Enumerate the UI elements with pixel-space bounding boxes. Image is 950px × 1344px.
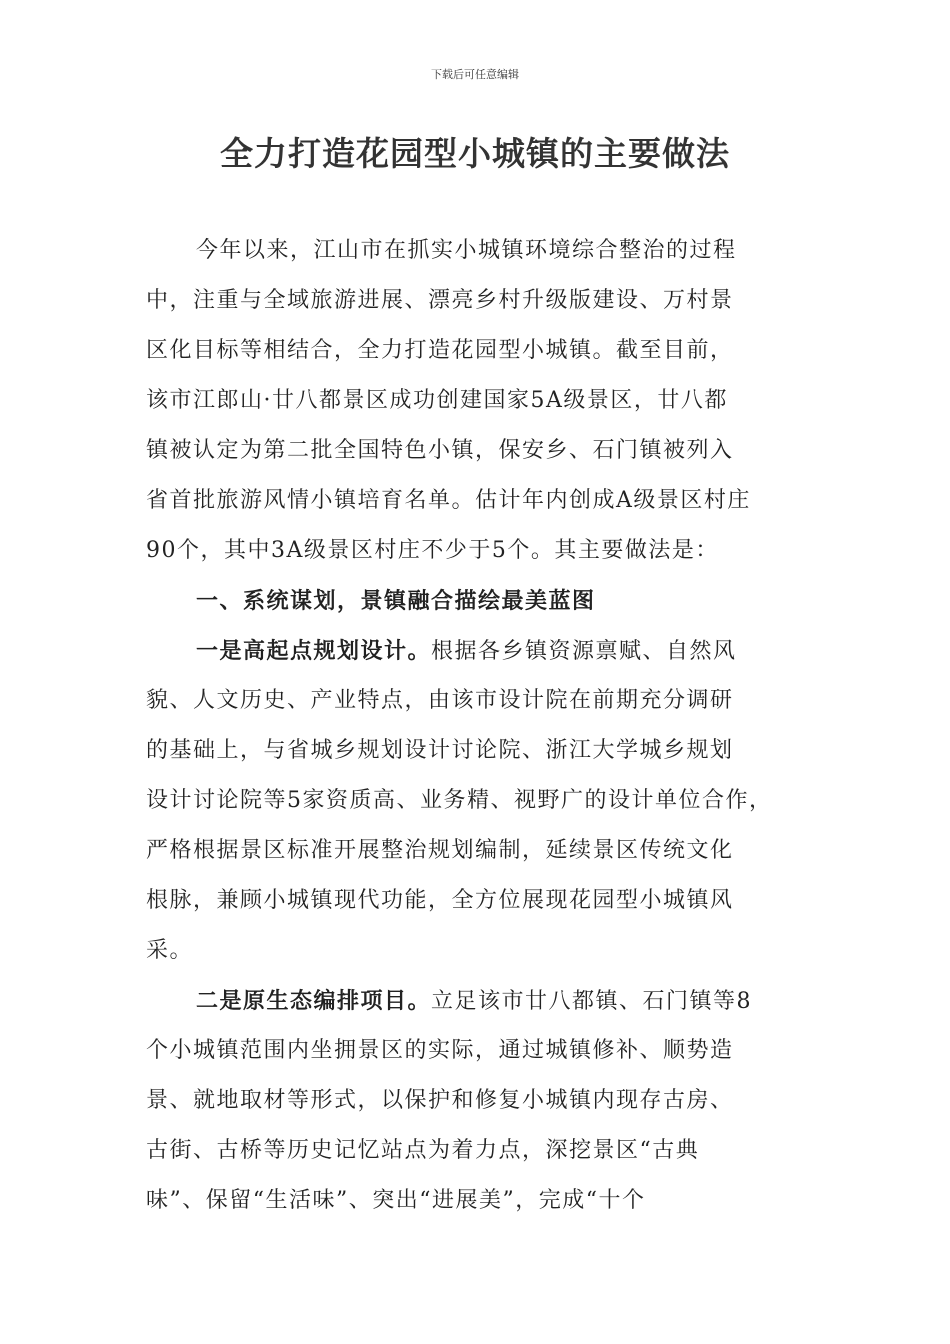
intro-line: 中，注重与全域旅游进展、漂亮乡村升级版建设、万村景	[146, 288, 734, 313]
point1-lead: 一是高起点规划设计。	[196, 638, 432, 664]
intro-line: 省首批旅游风情小镇培育名单。估计年内创成A级景区村庄	[146, 488, 751, 513]
point1-line: 根脉，兼顾小城镇现代功能，全方位展现花园型小城镇风	[146, 888, 734, 913]
document-title: 全力打造花园型小城镇的主要做法	[220, 134, 730, 173]
point1-line: 的基础上，与省城乡规划设计讨论院、浙江大学城乡规划	[146, 738, 734, 763]
point2-lead: 二是原生态编排项目。	[196, 988, 432, 1014]
point2-line: 古街、古桥等历史记忆站点为着力点，深挖景区“古典	[146, 1138, 700, 1163]
point1-line: 设计讨论院等5家资质高、业务精、视野广的设计单位合作，	[146, 788, 773, 813]
point1-first-line	[196, 636, 737, 667]
point2-first-line	[196, 986, 752, 1017]
point2-line: 个小城镇范围内坐拥景区的实际，通过城镇修补、顺势造	[146, 1038, 734, 1063]
point1-first-text: 根据各乡镇资源禀赋、自然风	[431, 639, 737, 664]
point2-first-text: 立足该市廿八都镇、石门镇等8	[431, 989, 753, 1014]
point1-line: 采。	[146, 938, 194, 963]
intro-line: 90个，其中3A级景区村庄不少于5个。其主要做法是：	[146, 538, 719, 563]
intro-line: 区化目标等相结合，全力打造花园型小城镇。截至目前，	[146, 338, 734, 363]
intro-line: 该市江郎山·廿八都景区成功创建国家5A级景区，廿八都	[146, 388, 728, 413]
header-note: 下载后可任意编辑	[431, 68, 519, 81]
point2-line: 景、就地取材等形式，以保护和修复小城镇内现存古房、	[146, 1088, 734, 1113]
section-heading: 一、系统谋划，景镇融合描绘最美蓝图	[196, 588, 596, 614]
point1-line: 严格根据景区标准开展整治规划编制，延续景区传统文化	[146, 838, 734, 863]
point1-line: 貌、人文历史、产业特点，由该市设计院在前期充分调研	[146, 688, 734, 713]
point2-line: 味”、保留“生活味”、突出“进展美”，完成“十个	[146, 1188, 646, 1213]
intro-line: 镇被认定为第二批全国特色小镇，保安乡、石门镇被列入	[146, 438, 734, 463]
intro-line: 今年以来，江山市在抓实小城镇环境综合整治的过程	[196, 238, 737, 263]
